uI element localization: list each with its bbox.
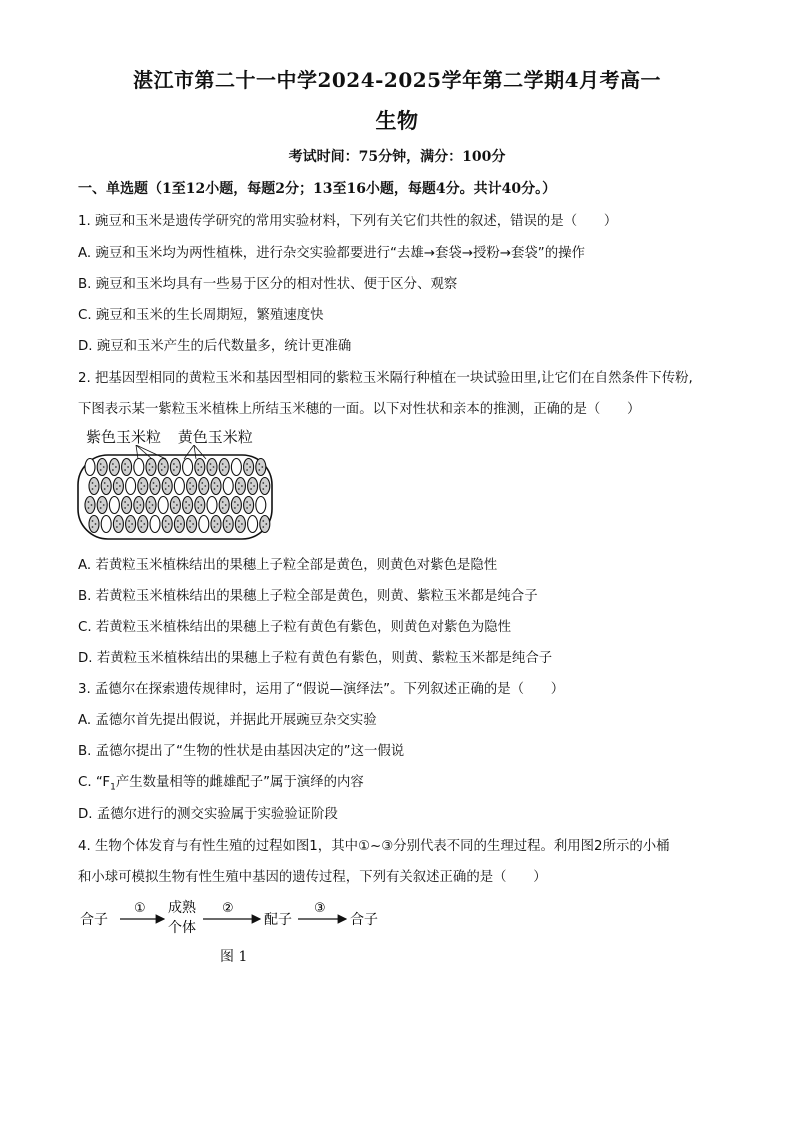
flow-node-gamete: 配子: [264, 912, 292, 928]
purple-kernel: [101, 478, 111, 495]
yellow-kernel: [231, 459, 241, 476]
q2-option-a: A. 若黄粒玉米植株结出的果穗上子粒全部是黄色，则黄色对紫色是隐性: [78, 558, 498, 573]
q3-option-a: A. 孟德尔首先提出假说，并据此开展豌豆杂交实验: [78, 713, 377, 728]
kernel-speckle: [153, 488, 155, 490]
kernel-speckle: [210, 463, 212, 465]
kernel-speckle: [124, 469, 126, 471]
q2-option-b: B. 若黄粒玉米植株结出的果穗上子粒全部是黄色，则黄、紫粒玉米都是纯合子: [78, 589, 538, 604]
flow-node-mature-line1: 成熟: [168, 900, 196, 916]
q2-stem-line1: 2. 把基因型相同的黄粒玉米和基因型相同的紫粒玉米隔行种植在一块试验田里,让它们在自然条件下传粉,: [78, 371, 693, 386]
yellow-kernel: [199, 516, 209, 533]
kernel-speckle: [261, 466, 263, 468]
kernel-speckle: [168, 523, 170, 525]
purple-kernel: [219, 459, 229, 476]
purple-kernel: [122, 459, 132, 476]
kernel-speckle: [149, 501, 151, 503]
purple-kernel: [162, 478, 172, 495]
kernel-speckle: [189, 520, 191, 522]
kernel-speckle: [152, 504, 154, 506]
kernel-speckle: [152, 466, 154, 468]
kernel-speckle: [262, 526, 264, 528]
kernel-speckle: [103, 466, 105, 468]
kernel-speckle: [200, 504, 202, 506]
kernel-speckle: [229, 523, 231, 525]
kernel-speckle: [107, 485, 109, 487]
kernel-speckle: [237, 504, 239, 506]
kernel-speckle: [262, 482, 264, 484]
purple-kernel: [199, 478, 209, 495]
kernel-speckle: [119, 523, 121, 525]
kernel-speckle: [165, 488, 167, 490]
kernel-speckle: [100, 507, 102, 509]
purple-kernel: [244, 459, 254, 476]
purple-kernel: [235, 516, 245, 533]
kernel-speckle: [173, 507, 175, 509]
purple-kernel: [138, 478, 148, 495]
q3-option-c-prefix: C. “F: [78, 775, 111, 790]
purple-kernel: [187, 478, 197, 495]
kernel-speckle: [189, 488, 191, 490]
kernel-speckle: [124, 501, 126, 503]
kernel-speckle: [149, 507, 151, 509]
kernel-speckle: [180, 523, 182, 525]
purple-kernel: [211, 478, 221, 495]
corn-ear-image: [76, 445, 276, 545]
kernel-speckle: [103, 504, 105, 506]
kernel-speckle: [241, 523, 243, 525]
kernel-speckle: [139, 504, 141, 506]
kernel-speckle: [214, 526, 216, 528]
purple-kernel: [85, 497, 95, 514]
yellow-kernel: [134, 459, 144, 476]
kernel-speckle: [213, 466, 215, 468]
yellow-kernel: [101, 516, 111, 533]
kernel-speckle: [153, 482, 155, 484]
purple-kernel: [97, 459, 107, 476]
kernel-speckle: [173, 501, 175, 503]
kernel-speckle: [204, 485, 206, 487]
kernel-speckle: [112, 463, 114, 465]
kernel-speckle: [92, 488, 94, 490]
kernel-speckle: [238, 526, 240, 528]
purple-kernel: [260, 478, 270, 495]
purple-kernel: [223, 516, 233, 533]
kernel-speckle: [140, 520, 142, 522]
q2-stem-line2: 下图表示某一紫粒玉米植株上所结玉米穗的一面。以下对性状和亲本的推测，正确的是（ ）: [78, 402, 641, 417]
kernel-speckle: [238, 482, 240, 484]
purple-kernel: [113, 516, 123, 533]
kernel-speckle: [246, 463, 248, 465]
kernel-speckle: [197, 469, 199, 471]
kernel-speckle: [100, 463, 102, 465]
purple-kernel: [244, 497, 254, 514]
q3-option-c: [78, 771, 364, 793]
purple-kernel-label: 紫色玉米粒: [86, 428, 162, 446]
exam-info: 考试时间：75分钟，满分：100分: [288, 149, 506, 165]
yellow-kernel: [248, 516, 258, 533]
kernel-speckle: [161, 463, 163, 465]
purple-kernel: [122, 497, 132, 514]
kernel-speckle: [143, 485, 145, 487]
kernel-speckle: [95, 485, 97, 487]
kernel-speckle: [127, 466, 129, 468]
purple-kernel: [195, 497, 205, 514]
flow-step-2-label: ②: [222, 901, 234, 916]
kernel-speckle: [262, 520, 264, 522]
purple-kernel: [260, 516, 270, 533]
kernel-speckle: [201, 482, 203, 484]
kernel-speckle: [214, 520, 216, 522]
exam-subject: 生物: [375, 108, 419, 133]
purple-kernel: [162, 516, 172, 533]
kernel-speckle: [88, 507, 90, 509]
kernel-speckle: [164, 466, 166, 468]
kernel-speckle: [192, 523, 194, 525]
purple-kernel: [89, 478, 99, 495]
kernel-speckle: [140, 482, 142, 484]
section-heading: 一、单选题（1至12小题，每题2分；13至16小题，每题4分。共计40分。）: [78, 181, 557, 197]
yellow-kernel: [183, 459, 193, 476]
kernel-speckle: [226, 520, 228, 522]
kernel-speckle: [165, 520, 167, 522]
q4-stem-line2: 和小球可模拟生物有性生殖中基因的遗传过程，下列有关叙述正确的是（ ）: [78, 870, 547, 885]
yellow-kernel: [85, 459, 95, 476]
kernel-speckle: [128, 520, 130, 522]
flow-step-1-label: ①: [134, 901, 146, 916]
kernel-speckle: [222, 507, 224, 509]
kernel-speckle: [165, 482, 167, 484]
kernel-speckle: [250, 488, 252, 490]
kernel-speckle: [234, 501, 236, 503]
kernel-speckle: [156, 485, 158, 487]
kernel-speckle: [176, 504, 178, 506]
kernel-speckle: [119, 485, 121, 487]
kernel-speckle: [253, 485, 255, 487]
kernel-speckle: [249, 504, 251, 506]
yellow-kernel: [150, 516, 160, 533]
kernel-speckle: [197, 507, 199, 509]
kernel-speckle: [217, 485, 219, 487]
purple-kernel: [146, 497, 156, 514]
kernel-speckle: [124, 507, 126, 509]
kernel-speckle: [185, 501, 187, 503]
kernel-speckle: [258, 463, 260, 465]
purple-kernel: [113, 478, 123, 495]
flow-node-zygote-1: 合子: [80, 912, 108, 928]
kernel-speckle: [225, 504, 227, 506]
purple-kernel: [150, 478, 160, 495]
purple-kernel: [231, 497, 241, 514]
q3-option-c-suffix: 产生数量相等的雌雄配子”属于演绎的内容: [115, 775, 364, 790]
kernel-speckle: [173, 463, 175, 465]
purple-kernel: [187, 516, 197, 533]
kernel-speckle: [200, 466, 202, 468]
kernel-speckle: [115, 466, 117, 468]
corn-ear-figure: [76, 445, 276, 549]
kernel-speckle: [238, 520, 240, 522]
kernel-speckle: [92, 526, 94, 528]
exam-title: 湛江市第二十一中学2024-2025学年第二学期4月考高一: [132, 68, 662, 92]
kernel-speckle: [192, 485, 194, 487]
kernel-speckle: [140, 488, 142, 490]
yellow-kernel: [109, 497, 119, 514]
kernel-speckle: [104, 488, 106, 490]
q1-option-b: B. 豌豆和玉米均具有一些易于区分的相对性状、便于区分、观察: [78, 277, 458, 292]
kernel-speckle: [210, 469, 212, 471]
purple-kernel: [146, 459, 156, 476]
q2-option-c: C. 若黄粒玉米植株结出的果穗上子粒有黄色有紫色，则黄色对紫色为隐性: [78, 620, 511, 635]
purple-kernel: [211, 516, 221, 533]
purple-kernel: [207, 459, 217, 476]
kernel-speckle: [168, 485, 170, 487]
kernel-speckle: [112, 469, 114, 471]
kernel-speckle: [92, 482, 94, 484]
kernel-speckle: [201, 488, 203, 490]
q3-option-c-subscript: 1: [110, 782, 116, 793]
kernel-speckle: [177, 520, 179, 522]
kernel-speckle: [116, 488, 118, 490]
kernel-speckle: [185, 507, 187, 509]
kernel-speckle: [100, 469, 102, 471]
kernel-speckle: [173, 469, 175, 471]
purple-kernel: [248, 478, 258, 495]
q1-option-a: A. 豌豆和玉米均为两性植株，进行杂交实验都要进行“去雄→套袋→授粉→套袋”的操作: [78, 246, 585, 261]
q1-option-c: C. 豌豆和玉米的生长周期短，繁殖速度快: [78, 308, 324, 323]
purple-kernel: [170, 459, 180, 476]
kernel-speckle: [238, 488, 240, 490]
purple-kernel: [219, 497, 229, 514]
purple-kernel: [158, 459, 168, 476]
kernel-speckle: [222, 501, 224, 503]
kernel-speckle: [222, 463, 224, 465]
kernel-speckle: [116, 520, 118, 522]
kernel-speckle: [262, 488, 264, 490]
purple-kernel: [109, 459, 119, 476]
kernel-speckle: [265, 523, 267, 525]
purple-kernel: [174, 516, 184, 533]
kernel-speckle: [92, 520, 94, 522]
figure1-flow-diagram: [78, 896, 408, 944]
kernel-speckle: [136, 501, 138, 503]
purple-kernel: [97, 497, 107, 514]
purple-kernel: [183, 497, 193, 514]
kernel-speckle: [165, 526, 167, 528]
kernel-speckle: [177, 526, 179, 528]
q3-stem: 3. 孟德尔在探索遗传规律时，运用了“假说—演绎法”。下列叙述正确的是（ ）: [78, 682, 565, 697]
kernel-speckle: [149, 463, 151, 465]
yellow-kernel: [158, 497, 168, 514]
flow-step-3-label: ③: [314, 901, 326, 916]
kernel-speckle: [189, 482, 191, 484]
kernel-speckle: [104, 482, 106, 484]
kernel-speckle: [128, 526, 130, 528]
flow-node-mature-line2: 个体: [168, 920, 196, 936]
kernel-speckle: [131, 523, 133, 525]
kernel-speckle: [250, 482, 252, 484]
purple-kernel: [235, 478, 245, 495]
kernel-speckle: [149, 469, 151, 471]
q3-option-b: B. 孟德尔提出了“生物的性状是由基因决定的”这一假说: [78, 744, 405, 759]
yellow-kernel-label: 黄色玉米粒: [177, 428, 253, 446]
kernel-speckle: [188, 504, 190, 506]
kernel-speckle: [197, 501, 199, 503]
purple-kernel: [170, 497, 180, 514]
kernel-speckle: [265, 485, 267, 487]
purple-kernel: [195, 459, 205, 476]
kernel-speckle: [136, 507, 138, 509]
kernel-speckle: [222, 469, 224, 471]
purple-kernel: [89, 516, 99, 533]
kernel-speckle: [226, 526, 228, 528]
kernel-speckle: [140, 526, 142, 528]
q2-option-d: D. 若黄粒玉米植株结出的果穗上子粒有黄色有紫色，则黄、紫粒玉米都是纯合子: [78, 651, 553, 666]
kernel-speckle: [127, 504, 129, 506]
kernel-speckle: [241, 485, 243, 487]
purple-kernel: [256, 459, 266, 476]
q4-stem-line1: 4. 生物个体发育与有性生殖的过程如图1，其中①~③分别代表不同的生理过程。利用图2所示的小桶: [78, 839, 670, 854]
yellow-kernel: [174, 478, 184, 495]
kernel-speckle: [246, 469, 248, 471]
kernel-speckle: [176, 466, 178, 468]
kernel-speckle: [197, 463, 199, 465]
kernel-speckle: [161, 469, 163, 471]
kernel-speckle: [143, 523, 145, 525]
kernel-speckle: [124, 463, 126, 465]
kernel-speckle: [225, 466, 227, 468]
yellow-kernel: [207, 497, 217, 514]
kernel-speckle: [249, 466, 251, 468]
kernel-speckle: [189, 526, 191, 528]
purple-kernel: [138, 516, 148, 533]
kernel-speckle: [91, 504, 93, 506]
purple-kernel: [126, 516, 136, 533]
figure1-caption: 图 1: [220, 949, 248, 965]
flow-diagram-svg: [78, 896, 408, 940]
kernel-speckle: [116, 482, 118, 484]
kernel-speckle: [100, 501, 102, 503]
kernel-speckle: [214, 488, 216, 490]
kernel-speckle: [88, 501, 90, 503]
yellow-kernel: [223, 478, 233, 495]
purple-kernel: [134, 497, 144, 514]
yellow-kernel: [256, 497, 266, 514]
kernel-speckle: [214, 482, 216, 484]
kernel-speckle: [234, 507, 236, 509]
corn-figure-labels: [86, 426, 265, 447]
kernel-speckle: [246, 501, 248, 503]
kernel-speckle: [246, 507, 248, 509]
q1-option-d: D. 豌豆和玉米产生的后代数量多，统计更准确: [78, 339, 352, 354]
kernel-speckle: [95, 523, 97, 525]
kernel-speckle: [217, 523, 219, 525]
kernel-speckle: [116, 526, 118, 528]
kernel-speckle: [258, 469, 260, 471]
yellow-kernel: [126, 478, 136, 495]
flow-node-zygote-2: 合子: [350, 912, 378, 928]
q1-stem: 1. 豌豆和玉米是遗传学研究的常用实验材料，下列有关它们共性的叙述，错误的是（ ）: [78, 214, 618, 229]
q3-option-d: D. 孟德尔进行的测交实验属于实验验证阶段: [78, 807, 338, 822]
